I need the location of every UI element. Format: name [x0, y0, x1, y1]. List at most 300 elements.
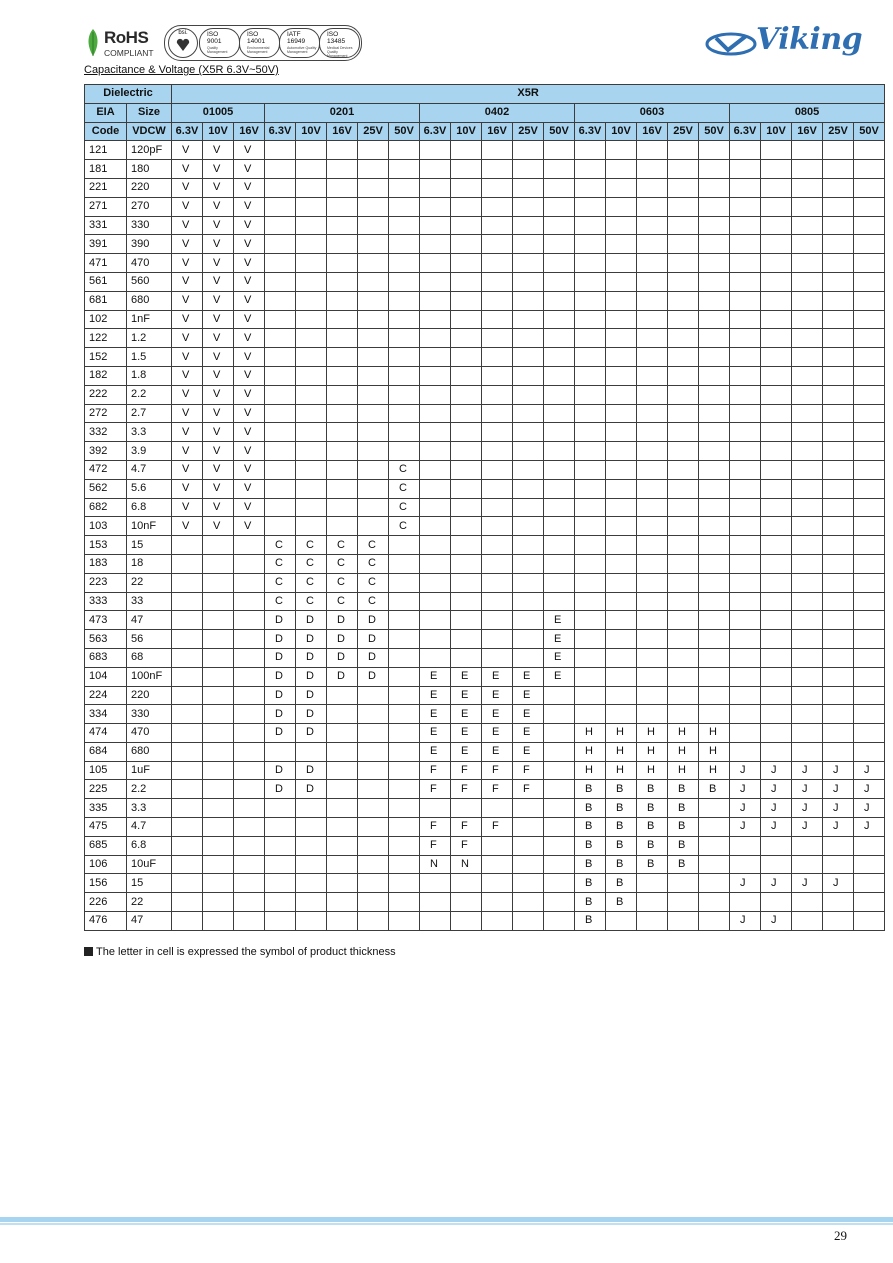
- capacitance-cell: 18: [127, 554, 172, 573]
- thickness-cell: [389, 141, 420, 160]
- thickness-cell: [420, 573, 451, 592]
- thickness-cell: [544, 423, 575, 442]
- thickness-cell: [761, 479, 792, 498]
- thickness-cell: [451, 573, 482, 592]
- thickness-cell: [668, 216, 699, 235]
- thickness-cell: [854, 592, 885, 611]
- thickness-cell: [389, 742, 420, 761]
- voltage-header: 6.3V: [730, 122, 761, 141]
- thickness-cell: [668, 141, 699, 160]
- thickness-cell: [296, 291, 327, 310]
- thickness-cell: [761, 178, 792, 197]
- thickness-cell: [606, 554, 637, 573]
- thickness-cell: [792, 235, 823, 254]
- thickness-cell: [451, 178, 482, 197]
- thickness-cell: [823, 855, 854, 874]
- thickness-cell: [699, 573, 730, 592]
- thickness-cell: [420, 348, 451, 367]
- thickness-cell: [606, 216, 637, 235]
- thickness-cell: [823, 254, 854, 273]
- table-row: [85, 592, 885, 611]
- table-row: [85, 404, 885, 423]
- thickness-cell: [854, 310, 885, 329]
- thickness-cell: V: [234, 160, 265, 179]
- thickness-cell: [730, 178, 761, 197]
- thickness-cell: [668, 178, 699, 197]
- thickness-cell: [730, 686, 761, 705]
- thickness-cell: [234, 667, 265, 686]
- thickness-cell: J: [730, 912, 761, 931]
- thickness-cell: [792, 724, 823, 743]
- voltage-header: 25V: [823, 122, 854, 141]
- thickness-cell: [637, 272, 668, 291]
- capacitance-cell: 33: [127, 592, 172, 611]
- thickness-cell: [389, 592, 420, 611]
- thickness-cell: F: [451, 761, 482, 780]
- thickness-cell: [234, 742, 265, 761]
- thickness-cell: V: [172, 479, 203, 498]
- thickness-cell: [358, 705, 389, 724]
- thickness-cell: [637, 235, 668, 254]
- thickness-cell: [823, 479, 854, 498]
- thickness-cell: [358, 216, 389, 235]
- thickness-cell: D: [265, 705, 296, 724]
- thickness-cell: [544, 686, 575, 705]
- thickness-cell: E: [420, 686, 451, 705]
- thickness-cell: [513, 141, 544, 160]
- table-row: [85, 799, 885, 818]
- thickness-cell: [792, 893, 823, 912]
- thickness-cell: [482, 310, 513, 329]
- voltage-header: 6.3V: [265, 122, 296, 141]
- eia-code-cell: 272: [85, 404, 127, 423]
- thickness-cell: [668, 893, 699, 912]
- thickness-cell: [699, 912, 730, 931]
- thickness-cell: [203, 836, 234, 855]
- thickness-cell: E: [513, 686, 544, 705]
- table-row: [85, 630, 885, 649]
- thickness-cell: [544, 761, 575, 780]
- thickness-cell: [482, 460, 513, 479]
- thickness-cell: [699, 216, 730, 235]
- eia-code-cell: 226: [85, 893, 127, 912]
- thickness-cell: [637, 460, 668, 479]
- thickness-cell: [327, 874, 358, 893]
- thickness-cell: D: [296, 648, 327, 667]
- thickness-cell: [730, 536, 761, 555]
- cert-number: 14001: [247, 38, 266, 45]
- capacitance-cell: 560: [127, 272, 172, 291]
- thickness-cell: [420, 254, 451, 273]
- thickness-cell: [544, 442, 575, 461]
- thickness-cell: [606, 385, 637, 404]
- thickness-cell: [513, 404, 544, 423]
- thickness-cell: [389, 780, 420, 799]
- thickness-cell: C: [296, 536, 327, 555]
- thickness-cell: [358, 893, 389, 912]
- thickness-cell: [823, 573, 854, 592]
- voltage-header: 6.3V: [575, 122, 606, 141]
- capacitance-cell: 470: [127, 254, 172, 273]
- thickness-cell: [854, 648, 885, 667]
- thickness-cell: [451, 874, 482, 893]
- thickness-cell: [792, 348, 823, 367]
- thickness-cell: H: [606, 761, 637, 780]
- thickness-cell: [854, 442, 885, 461]
- thickness-cell: [668, 592, 699, 611]
- thickness-cell: [823, 912, 854, 931]
- thickness-cell: [389, 818, 420, 837]
- capacitance-cell: 220: [127, 178, 172, 197]
- voltage-header: 10V: [451, 122, 482, 141]
- thickness-cell: [575, 667, 606, 686]
- thickness-cell: [575, 479, 606, 498]
- thickness-cell: [513, 874, 544, 893]
- thickness-cell: [792, 536, 823, 555]
- voltage-header: 50V: [699, 122, 730, 141]
- eia-code-cell: 182: [85, 366, 127, 385]
- thickness-cell: [358, 799, 389, 818]
- table-row: [85, 385, 885, 404]
- thickness-cell: [296, 479, 327, 498]
- thickness-cell: [513, 178, 544, 197]
- thickness-cell: F: [482, 818, 513, 837]
- thickness-cell: [482, 235, 513, 254]
- thickness-cell: [544, 780, 575, 799]
- thickness-cell: [482, 366, 513, 385]
- thickness-cell: [637, 254, 668, 273]
- thickness-cell: [420, 160, 451, 179]
- thickness-cell: E: [451, 686, 482, 705]
- thickness-cell: J: [792, 799, 823, 818]
- thickness-cell: [451, 141, 482, 160]
- thickness-cell: [823, 310, 854, 329]
- thickness-cell: [296, 160, 327, 179]
- thickness-cell: [451, 254, 482, 273]
- thickness-cell: [482, 197, 513, 216]
- thickness-cell: D: [296, 724, 327, 743]
- thickness-cell: [637, 404, 668, 423]
- thickness-cell: [203, 799, 234, 818]
- capacitance-cell: 180: [127, 160, 172, 179]
- thickness-cell: [544, 385, 575, 404]
- eia-code-cell: 476: [85, 912, 127, 931]
- thickness-cell: [699, 799, 730, 818]
- thickness-cell: [575, 329, 606, 348]
- thickness-cell: [389, 686, 420, 705]
- thickness-cell: [575, 705, 606, 724]
- thickness-cell: [637, 592, 668, 611]
- thickness-cell: V: [234, 385, 265, 404]
- thickness-cell: [823, 442, 854, 461]
- thickness-cell: [606, 705, 637, 724]
- thickness-cell: [699, 423, 730, 442]
- thickness-cell: [544, 291, 575, 310]
- thickness-cell: [854, 912, 885, 931]
- thickness-cell: F: [482, 761, 513, 780]
- thickness-cell: B: [575, 893, 606, 912]
- thickness-cell: E: [513, 705, 544, 724]
- thickness-cell: [513, 517, 544, 536]
- thickness-cell: [358, 686, 389, 705]
- thickness-cell: [854, 667, 885, 686]
- voltage-row: [85, 122, 885, 141]
- thickness-cell: [792, 630, 823, 649]
- thickness-cell: [265, 366, 296, 385]
- table-row: [85, 348, 885, 367]
- thickness-cell: [823, 742, 854, 761]
- thickness-cell: [327, 855, 358, 874]
- thickness-cell: [699, 592, 730, 611]
- thickness-cell: [172, 686, 203, 705]
- bullet-square-icon: [84, 947, 93, 956]
- thickness-cell: [513, 799, 544, 818]
- thickness-cell: [823, 836, 854, 855]
- thickness-cell: [792, 912, 823, 931]
- thickness-cell: [451, 630, 482, 649]
- thickness-cell: [203, 630, 234, 649]
- thickness-cell: [203, 724, 234, 743]
- voltage-header: 50V: [544, 122, 575, 141]
- thickness-cell: [389, 348, 420, 367]
- thickness-cell: [203, 667, 234, 686]
- voltage-header: 16V: [792, 122, 823, 141]
- thickness-cell: [513, 272, 544, 291]
- thickness-cell: [358, 498, 389, 517]
- thickness-cell: [513, 630, 544, 649]
- cert-name: ISO: [327, 31, 339, 38]
- thickness-cell: [792, 423, 823, 442]
- page-header: [84, 22, 863, 64]
- thickness-cell: [327, 423, 358, 442]
- thickness-cell: [482, 329, 513, 348]
- thickness-cell: [513, 460, 544, 479]
- thickness-cell: [823, 178, 854, 197]
- thickness-cell: V: [172, 216, 203, 235]
- thickness-cell: [327, 160, 358, 179]
- thickness-cell: [327, 310, 358, 329]
- thickness-cell: D: [327, 667, 358, 686]
- capacitance-cell: 270: [127, 197, 172, 216]
- voltage-header: 16V: [234, 122, 265, 141]
- thickness-cell: V: [172, 460, 203, 479]
- thickness-cell: [513, 366, 544, 385]
- size-label: Size: [127, 103, 172, 122]
- thickness-cell: [668, 611, 699, 630]
- thickness-cell: [296, 216, 327, 235]
- thickness-cell: J: [823, 818, 854, 837]
- thickness-cell: [482, 836, 513, 855]
- thickness-cell: [606, 366, 637, 385]
- thickness-cell: [823, 291, 854, 310]
- thickness-cell: [761, 404, 792, 423]
- thickness-cell: [544, 310, 575, 329]
- thickness-cell: [203, 742, 234, 761]
- thickness-cell: [389, 799, 420, 818]
- capacitance-cell: 68: [127, 648, 172, 667]
- thickness-cell: D: [265, 761, 296, 780]
- thickness-cell: [761, 460, 792, 479]
- thickness-cell: B: [575, 874, 606, 893]
- thickness-cell: [699, 329, 730, 348]
- thickness-cell: [327, 705, 358, 724]
- thickness-cell: C: [296, 573, 327, 592]
- thickness-cell: [699, 705, 730, 724]
- thickness-cell: [637, 141, 668, 160]
- thickness-cell: J: [792, 874, 823, 893]
- thickness-cell: [420, 310, 451, 329]
- thickness-cell: [730, 235, 761, 254]
- thickness-cell: [854, 385, 885, 404]
- thickness-cell: [637, 216, 668, 235]
- thickness-cell: V: [234, 442, 265, 461]
- thickness-cell: [513, 498, 544, 517]
- cert-name: ISO: [207, 31, 219, 38]
- thickness-cell: [575, 178, 606, 197]
- thickness-cell: [637, 197, 668, 216]
- thickness-cell: [792, 160, 823, 179]
- thickness-cell: E: [513, 724, 544, 743]
- thickness-cell: [203, 554, 234, 573]
- thickness-cell: [389, 648, 420, 667]
- voltage-header: 10V: [203, 122, 234, 141]
- thickness-cell: [451, 479, 482, 498]
- cert-iso-9001: [199, 28, 240, 58]
- thickness-cell: [327, 742, 358, 761]
- thickness-cell: [451, 329, 482, 348]
- thickness-cell: [699, 836, 730, 855]
- thickness-cell: [854, 160, 885, 179]
- eia-label: EIA: [85, 103, 127, 122]
- thickness-cell: [637, 310, 668, 329]
- thickness-cell: [606, 686, 637, 705]
- thickness-cell: [823, 423, 854, 442]
- thickness-cell: [637, 554, 668, 573]
- capacitance-cell: 15: [127, 874, 172, 893]
- thickness-cell: [575, 460, 606, 479]
- thickness-cell: [823, 724, 854, 743]
- eia-code-cell: 221: [85, 178, 127, 197]
- thickness-cell: [575, 235, 606, 254]
- thickness-cell: [544, 141, 575, 160]
- dielectric-value: X5R: [172, 85, 885, 104]
- thickness-cell: B: [575, 836, 606, 855]
- thickness-cell: [265, 479, 296, 498]
- thickness-cell: [327, 761, 358, 780]
- thickness-cell: [265, 442, 296, 461]
- thickness-cell: D: [327, 648, 358, 667]
- thickness-cell: C: [327, 573, 358, 592]
- thickness-cell: [854, 272, 885, 291]
- thickness-cell: [451, 554, 482, 573]
- thickness-cell: [606, 648, 637, 667]
- thickness-cell: [172, 667, 203, 686]
- thickness-cell: [358, 197, 389, 216]
- thickness-cell: [854, 724, 885, 743]
- thickness-cell: [296, 254, 327, 273]
- voltage-header: 6.3V: [420, 122, 451, 141]
- thickness-cell: [296, 498, 327, 517]
- thickness-cell: E: [513, 667, 544, 686]
- eia-code-cell: 391: [85, 235, 127, 254]
- thickness-cell: E: [420, 705, 451, 724]
- thickness-cell: [575, 272, 606, 291]
- thickness-cell: [265, 235, 296, 254]
- thickness-cell: [172, 573, 203, 592]
- thickness-cell: [699, 611, 730, 630]
- capacitance-cell: 1.8: [127, 366, 172, 385]
- capacitance-cell: 22: [127, 573, 172, 592]
- thickness-cell: [761, 686, 792, 705]
- thickness-cell: J: [761, 818, 792, 837]
- thickness-cell: D: [358, 648, 389, 667]
- thickness-cell: [761, 611, 792, 630]
- thickness-cell: [730, 479, 761, 498]
- thickness-cell: [420, 178, 451, 197]
- thickness-cell: [575, 554, 606, 573]
- thickness-cell: [420, 479, 451, 498]
- thickness-cell: [792, 442, 823, 461]
- thickness-cell: [823, 385, 854, 404]
- thickness-cell: H: [668, 761, 699, 780]
- cert-iso-13485: [319, 28, 360, 58]
- thickness-cell: V: [172, 498, 203, 517]
- size-header: 0402: [420, 103, 575, 122]
- thickness-cell: [513, 836, 544, 855]
- thickness-cell: H: [575, 761, 606, 780]
- thickness-cell: [420, 799, 451, 818]
- thickness-cell: C: [327, 592, 358, 611]
- thickness-cell: C: [327, 554, 358, 573]
- thickness-cell: [792, 385, 823, 404]
- thickness-cell: [296, 366, 327, 385]
- thickness-cell: [265, 799, 296, 818]
- thickness-cell: [234, 855, 265, 874]
- brand-name: Viking: [756, 22, 863, 57]
- thickness-cell: V: [234, 291, 265, 310]
- thickness-cell: [668, 630, 699, 649]
- table-row: [85, 291, 885, 310]
- thickness-cell: V: [172, 442, 203, 461]
- thickness-cell: N: [420, 855, 451, 874]
- thickness-cell: [265, 178, 296, 197]
- thickness-cell: B: [606, 799, 637, 818]
- eia-code-cell: 152: [85, 348, 127, 367]
- thickness-cell: [172, 818, 203, 837]
- thickness-cell: V: [172, 235, 203, 254]
- thickness-cell: [482, 178, 513, 197]
- thickness-cell: [730, 573, 761, 592]
- thickness-cell: [544, 724, 575, 743]
- thickness-cell: [730, 855, 761, 874]
- thickness-cell: [358, 272, 389, 291]
- thickness-cell: [854, 498, 885, 517]
- thickness-cell: [234, 893, 265, 912]
- table-row: [85, 366, 885, 385]
- thickness-cell: V: [234, 329, 265, 348]
- thickness-cell: B: [575, 855, 606, 874]
- size-header: 0201: [265, 103, 420, 122]
- table-row: [85, 178, 885, 197]
- thickness-cell: [637, 686, 668, 705]
- thickness-cell: [730, 141, 761, 160]
- eia-code-cell: 563: [85, 630, 127, 649]
- thickness-cell: [172, 648, 203, 667]
- thickness-cell: D: [296, 780, 327, 799]
- thickness-cell: [451, 216, 482, 235]
- capacitance-cell: 22: [127, 893, 172, 912]
- thickness-cell: [482, 855, 513, 874]
